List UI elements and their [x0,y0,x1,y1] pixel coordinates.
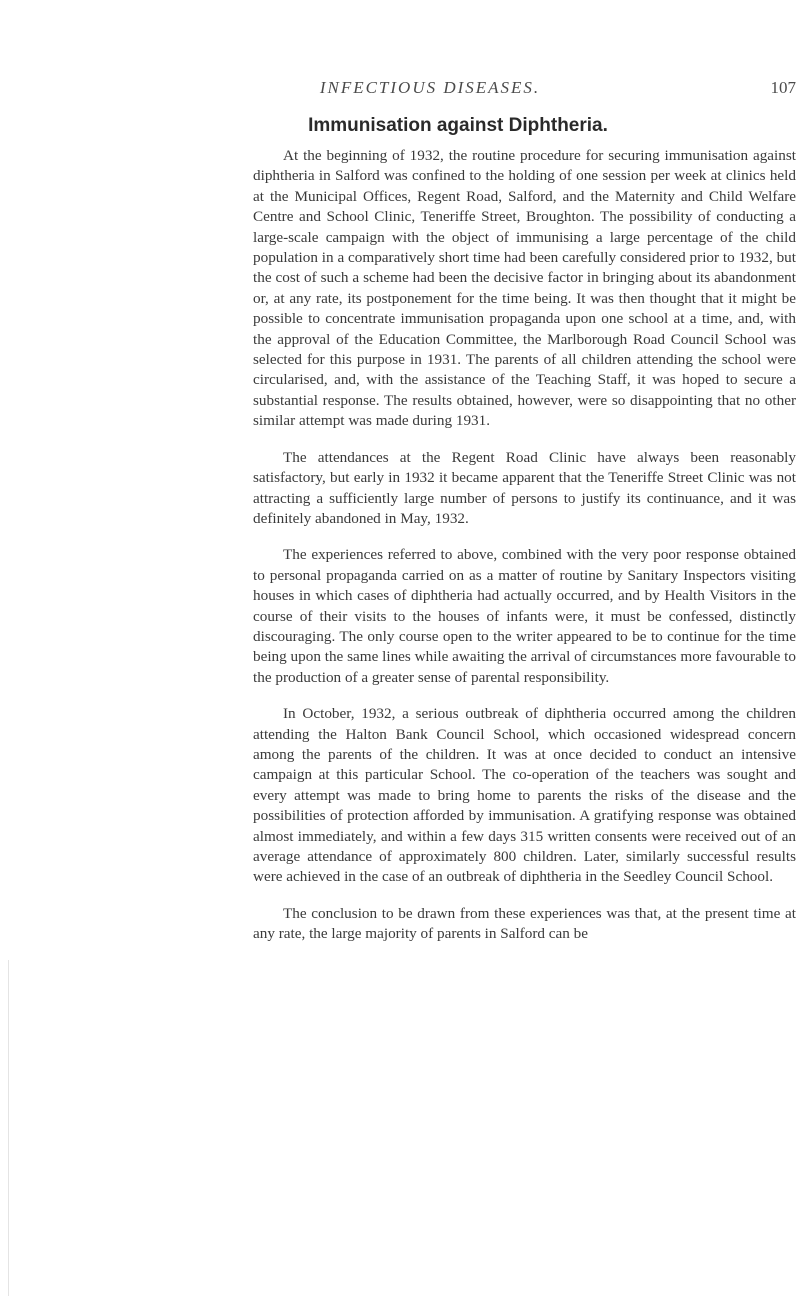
paragraph: In October, 1932, a serious outbreak of diphtheria occurred among the children attending the Halton Bank Council School, which occasioned widespread concern among the parents of the children. It was at once decided to conduct an intensive campaign at this particular School. The co-operation of the teachers was sought and every attempt was made to bring home to parents the risks of the disease and the possibilities of protection afforded by immunisation. A gratifying response was obtained almost immediately, and within a few days 315 written consents were received out of an average attendance of approximately 800 children. Later, similarly successful results were achieved in the case of an outbreak of diphtheria in the Seedley Council School. [253,705,796,886]
running-header [120,78,796,102]
section-heading: Immunisation against Diphtheria. [308,115,608,136]
paragraph: The attendances at the Regent Road Clinic have always been reasonably satisfactory, but early in 1932 it became apparent that the Teneriffe Street Clinic was not attracting a sufficiently large number of persons to justify its continuance, and it was definitely abandoned in May, 1932. [253,448,796,527]
article-body [253,146,796,961]
page-number: 107 [770,78,796,97]
paragraph: The experiences referred to above, combined with the very poor response obtained to personal propaganda carried on as a matter of routine by Sanitary Inspectors visiting houses in which cases of diphtheria had actually occurred, and by Health Visitors in the course of their visits to the houses of infants were, it must be confessed, distinctly discouraging. The only course open to the writer appeared to be to continue for the time being upon the same lines while awaiting the arrival of circumstances more favourable to the production of a greater sense of parental responsibility. [253,546,796,686]
paragraph: At the beginning of 1932, the routine procedure for securing immunisation against diphtheria in Salford was confined to the holding of one session per week at clinics held at the Municipal Offices, Regent Road, Salford, and the Maternity and Child Welfare Centre and School Clinic, Teneriffe Street, Broughton. The possibility of conducting a large-scale campaign with the object of immunising a large percentage of the child population in a comparatively short time had been carefully considered prior to 1932, but the cost of such a scheme had been the decisive factor in bringing about its abandonment or, at any rate, its postponement for the time being. It was then thought that it might be possible to concentrate immunisation propaganda upon one school at a time, and, with the approval of the Education Committee, the Marlborough Road Council School was selected for this purpose in 1931. The parents of all children attending the school were circularised, and, with the assistance of the Teaching Staff, it was hoped to secure a substantial response. The results obtained, however, were so disappointing that no other similar attempt was made during 1931. [253,147,796,430]
paragraph: The conclusion to be drawn from these experiences was that, at the present time at any rate, the large majority of parents in Salford can be [253,904,796,943]
running-title: INFECTIOUS DISEASES. [319,78,541,97]
page-edge-shadow [8,960,9,1296]
